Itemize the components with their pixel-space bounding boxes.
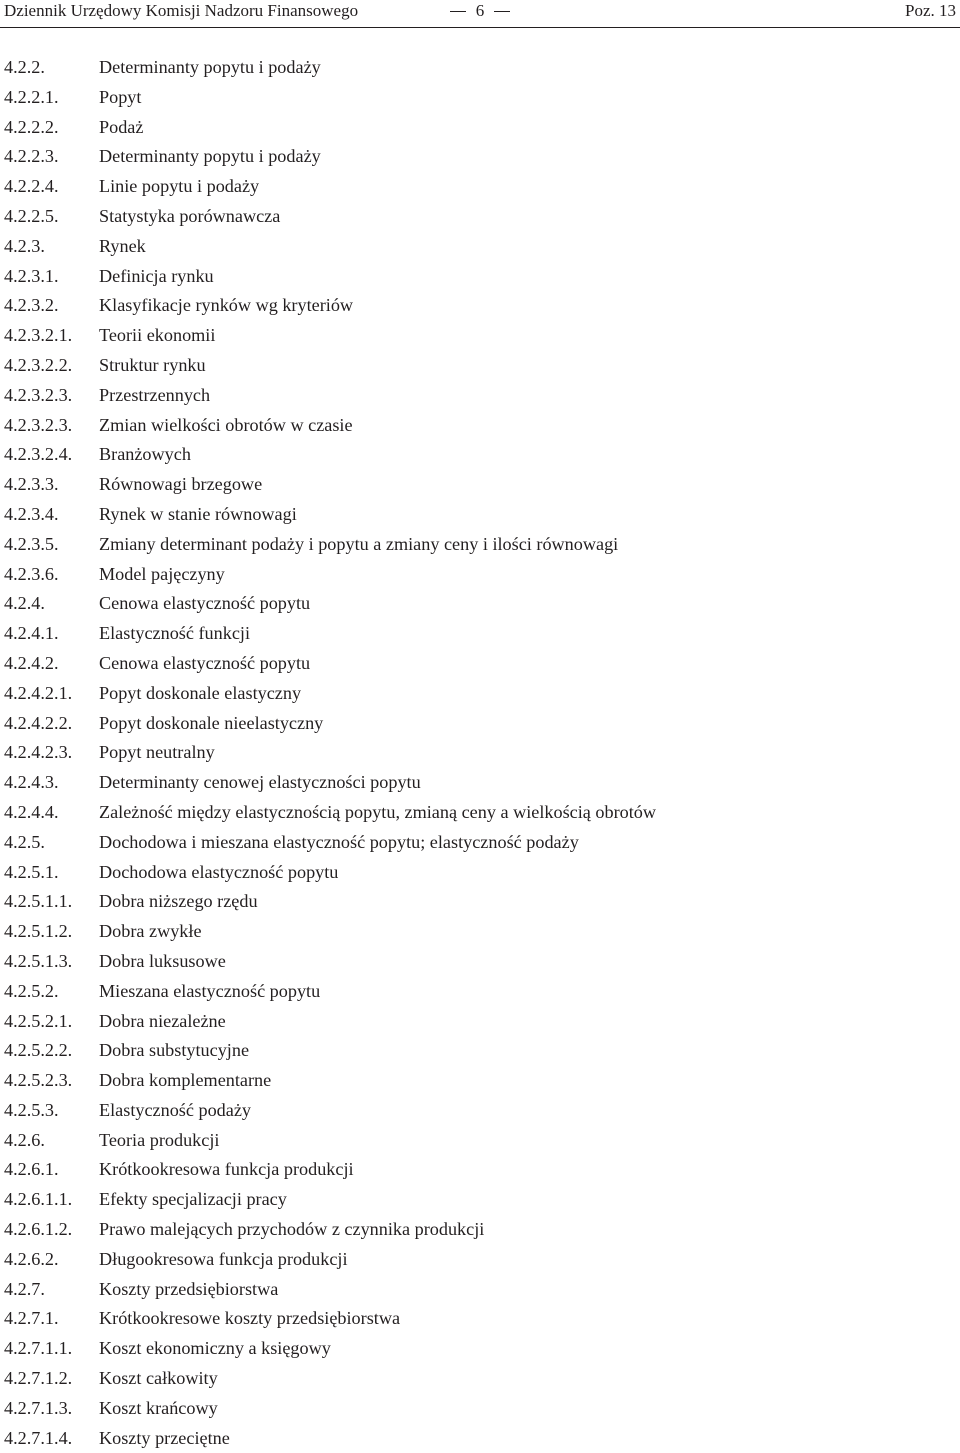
toc-entry-number: 4.2.4.2.1. [4, 682, 73, 703]
toc-entry [4, 798, 954, 828]
toc-entry [4, 649, 954, 679]
toc-entry-number: 4.2.3.2.2. [4, 354, 73, 375]
page-number-dash-right [494, 11, 510, 12]
toc-entry-title: Teoria produkcji [99, 1129, 220, 1150]
toc-entry-number: 4.2.3.4. [4, 503, 59, 524]
toc-entry-title: Model pajęczyny [99, 563, 225, 584]
toc-entry-number: 4.2.2. [4, 57, 45, 77]
toc-entry-title: Cenowa elastyczność popytu [99, 652, 311, 673]
toc-entry-title: Elastyczność podaży [99, 1099, 252, 1120]
toc-entry-title: Popyt doskonale elastyczny [99, 682, 302, 703]
toc-entry-title: Rynek w stanie równowagi [99, 503, 297, 524]
toc-entry-title: Dobra substytucyjne [99, 1040, 250, 1061]
toc-entry-title: Determinanty popytu i podaży [99, 57, 321, 77]
toc-entry [4, 470, 954, 500]
toc-entry-number: 4.2.4.1. [4, 623, 59, 644]
toc-entry-number: 4.2.4.2.3. [4, 742, 73, 763]
toc-entry-title: Popyt [99, 86, 142, 107]
toc-entry-title: Definicja rynku [99, 265, 214, 286]
toc-entry [4, 1185, 954, 1215]
toc-entry-number: 4.2.6. [4, 1129, 45, 1150]
toc-entry [4, 560, 954, 590]
toc-entry-title: Koszty przedsiębiorstwa [99, 1278, 279, 1299]
toc-entry-number: 4.2.5.2.1. [4, 1010, 73, 1031]
toc-entry-number: 4.2.4.4. [4, 801, 59, 822]
toc-entry-number: 4.2.3. [4, 235, 45, 256]
toc-entry-number: 4.2.7.1.3. [4, 1397, 73, 1418]
toc-entry-number: 4.2.2.4. [4, 176, 59, 197]
toc-entry-number: 4.2.3.3. [4, 474, 59, 495]
toc-entry-title: Podaż [99, 116, 144, 137]
toc-entry-title: Dobra zwykłe [99, 921, 202, 942]
toc-entry [4, 1155, 954, 1185]
toc-entry-title: Koszt ekonomiczny a księgowy [99, 1338, 331, 1359]
toc-entry [4, 917, 954, 947]
toc-entry-number: 4.2.6.1. [4, 1159, 59, 1180]
toc-entry-number: 4.2.3.6. [4, 563, 59, 584]
toc-entry [4, 679, 954, 709]
toc-entry-number: 4.2.6.1.2. [4, 1219, 73, 1240]
toc-entry-title: Determinanty popytu i podaży [99, 146, 321, 167]
toc-entry-number: 4.2.7.1.4. [4, 1427, 73, 1448]
toc-entry [4, 619, 954, 649]
toc-entry-title: Determinanty cenowej elastyczności popytu [99, 772, 421, 793]
toc-entry [4, 768, 954, 798]
toc-entry-title: Dochodowa elastyczność popytu [99, 861, 339, 882]
toc-entry-title: Prawo malejących przychodów z czynnika produkcji [99, 1219, 485, 1240]
toc-entry-number: 4.2.2.3. [4, 146, 59, 167]
page-number-group [450, 0, 510, 22]
toc-entry [4, 738, 954, 768]
toc-entry-number: 4.2.5.2.2. [4, 1040, 73, 1061]
toc-entry-title: Branżowych [99, 444, 191, 465]
toc-entry [4, 828, 954, 858]
toc-entry [4, 1215, 954, 1245]
toc-entry-title: Teorii ekonomii [99, 325, 216, 346]
toc-entry [4, 1275, 954, 1305]
toc-entry-title: Długookresowa funkcja produkcji [99, 1248, 348, 1269]
toc-entry [4, 1066, 954, 1096]
page-number-dash-left [450, 11, 466, 12]
toc-entry [4, 887, 954, 917]
toc-entry [4, 232, 954, 262]
toc-entry [4, 262, 954, 292]
toc-entry [4, 977, 954, 1007]
toc-entry-title: Zmiany determinant podaży i popytu a zmiany ceny i ilości równowagi [99, 533, 619, 554]
toc-entry-title: Klasyfikacje rynków wg kryteriów [99, 295, 354, 316]
toc-entry-title: Zmian wielkości obrotów w czasie [99, 414, 353, 435]
toc-entry-title: Dobra luksusowe [99, 950, 226, 971]
toc-entry [4, 53, 954, 83]
toc-entry-number: 4.2.7.1. [4, 1308, 59, 1329]
toc-entry [4, 1036, 954, 1066]
toc-entry [4, 83, 954, 113]
toc-entry [4, 321, 954, 351]
toc-entry-title: Struktur rynku [99, 354, 206, 375]
toc-entry-number: 4.2.4.2. [4, 652, 59, 673]
page-header [0, 0, 960, 27]
toc-entry [4, 589, 954, 619]
toc-entry-title: Mieszana elastyczność popytu [99, 980, 321, 1001]
toc-entry-number: 4.2.5.3. [4, 1099, 59, 1120]
toc-entry [4, 1394, 954, 1424]
toc-entry-number: 4.2.5.2.3. [4, 1070, 73, 1091]
toc-entry [4, 202, 954, 232]
toc-entry-number: 4.2.7. [4, 1278, 45, 1299]
toc-entry [4, 1007, 954, 1037]
toc-entry-title: Koszt całkowity [99, 1368, 218, 1389]
toc-entry-title: Elastyczność funkcji [99, 623, 251, 644]
toc-entry [4, 500, 954, 530]
toc-entry-title: Przestrzennych [99, 384, 211, 405]
toc-entry [4, 411, 954, 441]
toc-entry [4, 142, 954, 172]
toc-entry-number: 4.2.5.2. [4, 980, 59, 1001]
toc-entry-title: Krótkookresowe koszty przedsiębiorstwa [99, 1308, 401, 1329]
toc-entry [4, 440, 954, 470]
toc-entry-number: 4.2.5.1.2. [4, 921, 73, 942]
toc-entry-title: Statystyka porównawcza [99, 205, 281, 226]
toc-entry-number: 4.2.3.2.1. [4, 325, 73, 346]
toc-entry-title: Cenowa elastyczność popytu [99, 593, 311, 614]
toc-entry-title: Popyt neutralny [99, 742, 215, 763]
toc-entry-number: 4.2.3.2.3. [4, 414, 73, 435]
toc-entry [4, 530, 954, 560]
toc-entry-title: Linie popytu i podaży [99, 176, 260, 197]
toc-entry-title: Krótkookresowa funkcja produkcji [99, 1159, 354, 1180]
toc-entry-title: Zależność między elastycznością popytu, zmianą ceny a wielkością obrotów [99, 801, 657, 822]
toc-entry-number: 4.2.3.2.4. [4, 444, 73, 465]
toc-entry [4, 1424, 954, 1453]
toc-entry-title: Dobra komplementarne [99, 1070, 272, 1091]
toc-entry [4, 1096, 954, 1126]
toc-entry-number: 4.2.5. [4, 831, 45, 852]
toc-entry-number: 4.2.7.1.1. [4, 1338, 73, 1359]
toc-entry-title: Koszt krańcowy [99, 1397, 218, 1418]
toc-entry-number: 4.2.6.2. [4, 1248, 59, 1269]
toc-entry-title: Popyt doskonale nieelastyczny [99, 712, 324, 733]
toc-entry-number: 4.2.4.2.2. [4, 712, 73, 733]
toc-entry-number: 4.2.3.2.3. [4, 384, 73, 405]
toc-entry [4, 1126, 954, 1156]
toc-entry-number: 4.2.5.1.3. [4, 950, 73, 971]
toc-entry-number: 4.2.6.1.1. [4, 1189, 73, 1210]
toc-entry-number: 4.2.3.2. [4, 295, 59, 316]
toc-entry [4, 381, 954, 411]
toc-entry-number: 4.2.4. [4, 593, 45, 614]
toc-entry [4, 1334, 954, 1364]
toc-entry [4, 947, 954, 977]
toc-entry-title: Dobra niższego rzędu [99, 891, 258, 912]
toc-entry-title: Dobra niezależne [99, 1010, 226, 1031]
page-number: 6 [475, 1, 485, 20]
toc-entry [4, 709, 954, 739]
toc-entry-number: 4.2.3.5. [4, 533, 59, 554]
toc-entry-number: 4.2.2.2. [4, 116, 59, 137]
toc-entry-title: Dochodowa i mieszana elastyczność popytu; elastyczność podaży [99, 831, 579, 852]
toc-entry-number: 4.2.4.3. [4, 772, 59, 793]
toc-entry-number: 4.2.3.1. [4, 265, 59, 286]
toc-entry [4, 291, 954, 321]
toc-entry [4, 172, 954, 202]
journal-title: Dziennik Urzędowy Komisji Nadzoru Finansowego [4, 1, 359, 20]
toc-entry-title: Równowagi brzegowe [99, 474, 263, 495]
toc-entry [4, 113, 954, 143]
toc-entry-number: 4.2.2.1. [4, 86, 59, 107]
toc-entry-title: Rynek [99, 235, 146, 256]
toc-entry-title: Efekty specjalizacji pracy [99, 1189, 287, 1210]
position-label: Poz. 13 [905, 1, 956, 20]
header-divider [0, 27, 960, 28]
toc-entry-number: 4.2.7.1.2. [4, 1368, 73, 1389]
toc-entry [4, 1364, 954, 1394]
toc-entry [4, 858, 954, 888]
toc-entry-number: 4.2.5.1. [4, 861, 59, 882]
toc-entry-number: 4.2.5.1.1. [4, 891, 73, 912]
table-of-contents [4, 53, 954, 1453]
toc-entry-number: 4.2.2.5. [4, 205, 59, 226]
toc-entry [4, 351, 954, 381]
toc-entry-title: Koszty przeciętne [99, 1427, 230, 1448]
toc-entry [4, 1304, 954, 1334]
toc-entry [4, 1245, 954, 1275]
